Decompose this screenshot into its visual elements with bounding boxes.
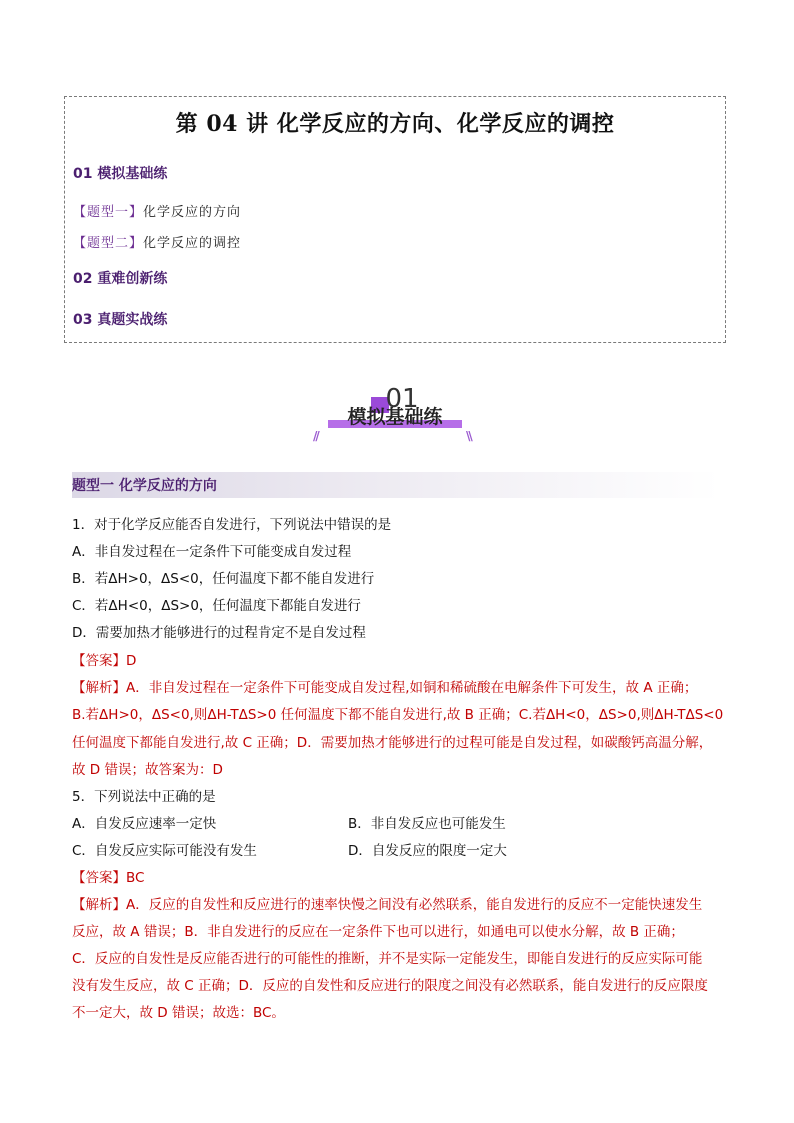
banner-right-slash: \\ (466, 429, 471, 443)
lecture-title (65, 107, 725, 138)
answer-tag: 【答案】 (72, 653, 126, 669)
q5-option-d: D．自发反应的限度一定大 (348, 843, 507, 859)
analysis-text: A．反应的自发性和反应进行的速率快慢之间没有必然联系，能自发进行的反应不一定能快速发生 (126, 897, 703, 913)
q5-analysis-line-1 (72, 893, 702, 913)
q5-option-b: B．非自发反应也可能发生 (348, 816, 506, 832)
q1-option-b: B．若ΔH>0，ΔS<0，任何温度下都不能自发进行 (72, 571, 375, 587)
answer-value: D (126, 653, 137, 669)
q5-stem: 5．下列说法中正确的是 (72, 789, 216, 805)
q1-answer (72, 649, 136, 669)
q5-option-a: A．自发反应速率一定快 (72, 816, 217, 832)
title-text: 讲 化学反应的方向、化学反应的调控 (246, 112, 615, 137)
title-prefix: 第 (175, 112, 199, 137)
q5-analysis-line-2: 反应，故 A 错误；B．非自发进行的反应在一定条件下也可以进行，如通电可以使水分解，故 B 正确； (72, 924, 684, 940)
analysis-tag: 【解析】 (72, 680, 126, 696)
banner-title: 模拟基础练 (347, 406, 443, 428)
toc-sub-text: 化学反应的方向 (143, 205, 242, 220)
toc-section-1[interactable]: 01 模拟基础练 (73, 166, 168, 182)
q1-analysis-line-3: 任何温度下都能自发进行,故 C 正确；D．需要加热才能够进行的过程可能是自发过程，如碳酸钙高温分解， (72, 735, 713, 751)
question-type-label: 题型一 化学反应的方向 (72, 478, 217, 494)
toc-sub-2[interactable] (73, 232, 241, 251)
analysis-tag: 【解析】 (72, 897, 126, 913)
table-of-contents (64, 96, 726, 343)
answer-tag: 【答案】 (72, 870, 126, 886)
section-banner (0, 383, 794, 453)
toc-sub-1[interactable] (73, 201, 241, 220)
toc-sub-bracket: 【题型二】 (73, 236, 144, 251)
toc-sub-bracket: 【题型一】 (73, 205, 144, 220)
q1-option-c: C．若ΔH<0，ΔS>0，任何温度下都能自发进行 (72, 598, 361, 614)
q5-option-c: C．自发反应实际可能没有发生 (72, 843, 257, 859)
q5-answer (72, 866, 144, 886)
q5-analysis-line-5: 不一定大，故 D 错误；故选：BC。 (72, 1005, 285, 1021)
q1-option-a: A．非自发过程在一定条件下可能变成自发过程 (72, 544, 352, 560)
q1-stem: 1．对于化学反应能否自发进行，下列说法中错误的是 (72, 517, 392, 533)
q5-analysis-line-3: C．反应的自发性是反应能否进行的可能性的推断，并不是实际一定能发生，即能自发进行的反应实际可能 (72, 951, 703, 967)
answer-value: BC (126, 870, 145, 886)
analysis-text: A．非自发过程在一定条件下可能变成自发过程,如铜和稀硫酸在电解条件下可发生，故 A 正确； (126, 680, 698, 696)
banner-left-slash: // (313, 429, 318, 443)
banner-number: 01 (385, 384, 419, 414)
q1-analysis-line-1 (72, 676, 697, 696)
q5-analysis-line-4: 没有发生反应，故 C 正确；D．反应的自发性和反应进行的限度之间没有必然联系，能自发进行的反应限度 (72, 978, 708, 994)
q1-analysis-line-4: 故 D 错误；故答案为：D (72, 762, 223, 778)
title-number: 04 (206, 111, 238, 137)
toc-section-2[interactable]: 02 重难创新练 (73, 271, 168, 287)
question-type-heading (72, 472, 720, 498)
toc-section-3[interactable]: 03 真题实战练 (73, 312, 168, 328)
q1-analysis-line-2: B.若ΔH>0，ΔS<0,则ΔH-TΔS>0 任何温度下都不能自发进行,故 B 正确；C.若ΔH<0，ΔS>0,则ΔH-TΔS<0 (72, 707, 724, 723)
toc-sub-text: 化学反应的调控 (143, 236, 242, 251)
q1-option-d: D．需要加热才能够进行的过程肯定不是自发过程 (72, 625, 366, 641)
